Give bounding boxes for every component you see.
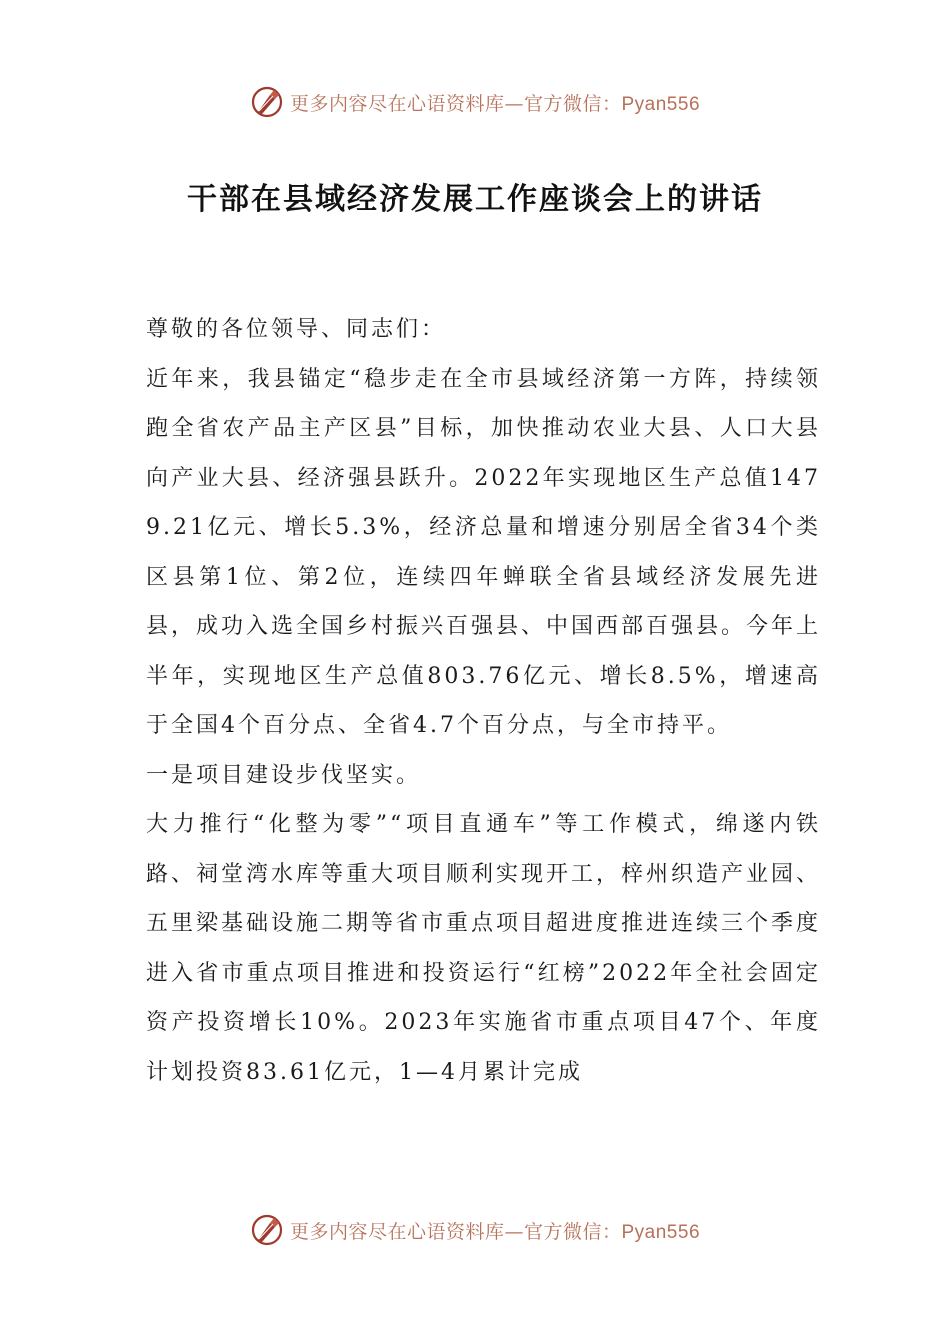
document-body bbox=[146, 305, 821, 1097]
watermark-text bbox=[290, 89, 700, 116]
watermark-wechat-id: Pyan556 bbox=[621, 1221, 701, 1243]
watermark-text bbox=[290, 1217, 700, 1244]
body-paragraph: 大力推行“化整为零”“项目直通车”等工作模式，绵遂内铁路、祠堂湾水库等重大项目顺利实现开工，梓州织造产业园、五里梁基础设施二期等省市重点项目超进度推进连续三个季度进入省市重点项目推进和投资运行“红榜”2022年全社会固定资产投资增长10%。2023年实施省市重点项目47个、年度计划投资83.61亿元，1—4月累计完成 bbox=[146, 812, 822, 1085]
pen-nib-icon bbox=[250, 1213, 284, 1247]
section-heading: 一是项目建设步伐坚实。 bbox=[146, 762, 422, 788]
watermark-banner-bottom bbox=[0, 1210, 950, 1250]
salutation-paragraph: 尊敬的各位领导、同志们： bbox=[146, 317, 447, 342]
document-title: 干部在县域经济发展工作座谈会上的讲话 bbox=[187, 182, 763, 217]
pen-nib-icon bbox=[250, 85, 284, 119]
watermark-banner-top bbox=[0, 82, 950, 122]
watermark-wechat-id: Pyan556 bbox=[621, 93, 701, 115]
watermark-main-text: 更多内容尽在心语资料库—官方微信： bbox=[289, 92, 622, 115]
watermark-main-text: 更多内容尽在心语资料库—官方微信： bbox=[289, 1220, 622, 1243]
body-paragraph: 近年来，我县锚定“稳步走在全市县域经济第一方阵，持续领跑全省农产品主产区县”目标，加快推动农业大县、人口大县向产业大县、经济强县跃升。2022年实现地区生产总值1479.21亿元、增长5.3%，经济总量和增速分别居全省34个类区县第1位、第2位，连续四年蝉联全省县域经济发展先进县，成功入选全国乡村振兴百强县、中国西部百强县。今年上半年，实现地区生产总值803.76亿元、增长8.5%，增速高于全国4个百分点、全省4.7个百分点，与全市持平。 bbox=[146, 366, 822, 738]
